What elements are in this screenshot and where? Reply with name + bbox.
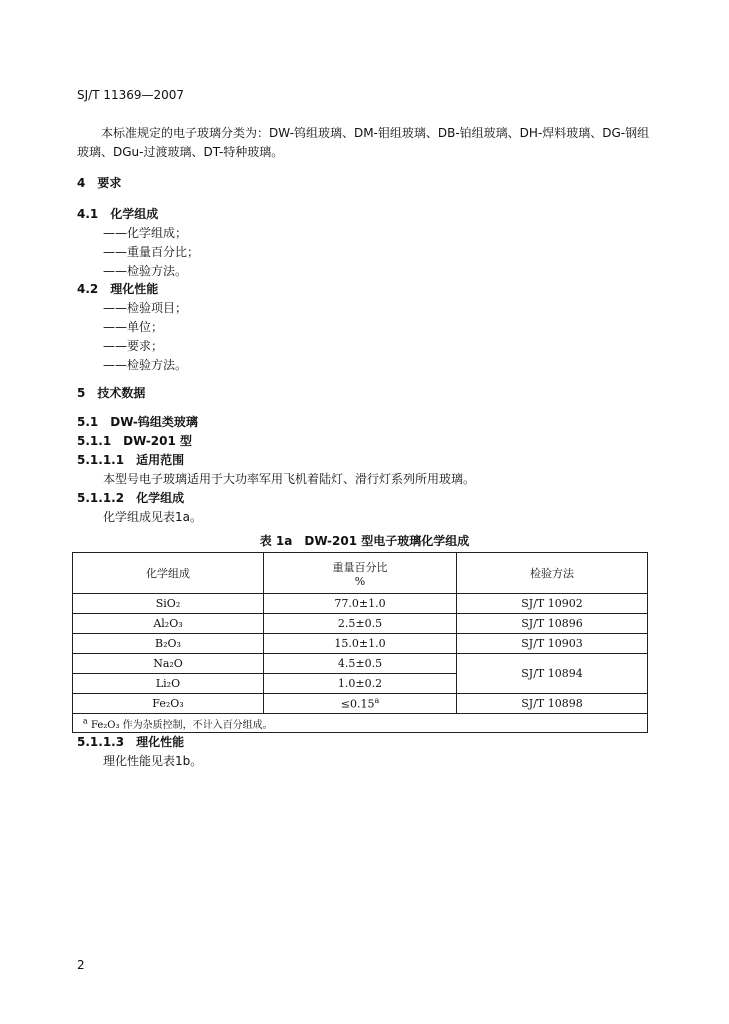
table-row	[73, 654, 648, 674]
list-item: ——检验方法。	[103, 264, 188, 278]
cell-weight-percent: 77.0±1.0	[264, 594, 457, 614]
list-item: ——化学组成；	[103, 226, 188, 240]
section-4-heading: 4 要求	[77, 176, 122, 190]
doc-code: SJ/T 11369—2007	[77, 88, 185, 102]
cell-weight-percent: 15.0±1.0	[264, 634, 457, 654]
cell-test-method-merged: SJ/T 10894	[457, 654, 648, 694]
list-item: ——要求；	[103, 339, 164, 353]
table-row	[73, 694, 648, 714]
list-item: ——单位；	[103, 320, 164, 334]
cell-composition: Na₂O	[73, 654, 264, 674]
section-5-1-1-heading: 5.1.1 DW-201 型	[77, 434, 193, 448]
page-number: 2	[77, 958, 85, 972]
table-header-row	[73, 553, 648, 594]
list-item: ——检验项目；	[103, 301, 188, 315]
section-5-1-heading: 5.1 DW-钨组类玻璃	[77, 415, 198, 429]
section-5-1-1-3-heading: 5.1.1.3 理化性能	[77, 735, 185, 749]
table-row	[73, 634, 648, 654]
list-item: ——重量百分比；	[103, 245, 200, 259]
cell-weight-percent: ≤0.15$^a$	[264, 694, 457, 714]
header-composition: 化学组成	[73, 553, 264, 594]
table-footnote: $^a$ Fe₂O₃ 作为杂质控制，不计入百分组成。	[73, 714, 648, 733]
header-test-method: 检验方法	[457, 553, 648, 594]
list-item: ——检验方法。	[103, 358, 188, 372]
section-5-1-1-3-text: 理化性能见表1b。	[103, 754, 203, 768]
footnote-marker: a	[374, 696, 380, 706]
cell-weight-percent: 1.0±0.2	[264, 674, 457, 694]
section-4-2-heading: 4.2 理化性能	[77, 282, 159, 296]
cell-composition: Al₂O₃	[73, 614, 264, 634]
cell-test-method: SJ/T 10896	[457, 614, 648, 634]
cell-composition: Fe₂O₃	[73, 694, 264, 714]
section-5-heading: 5 技术数据	[77, 386, 146, 400]
cell-test-method: SJ/T 10903	[457, 634, 648, 654]
cell-weight-percent: 4.5±0.5	[264, 654, 457, 674]
cell-composition: B₂O₃	[73, 634, 264, 654]
cell-composition: SiO₂	[73, 594, 264, 614]
cell-weight-percent: 2.5±0.5	[264, 614, 457, 634]
intro-paragraph: 本标准规定的电子玻璃分类为：DW-钨组玻璃、DM-钼组玻璃、DB-铂组玻璃、DH-焊料玻璃、DG-钢组玻璃、DGu-过渡玻璃、DT-特种玻璃。	[77, 126, 650, 159]
header-weight-percent: 重量百分比 %	[264, 553, 457, 594]
chemical-composition-table	[72, 552, 648, 733]
table-footnote-row	[73, 714, 648, 733]
section-5-1-1-2-heading: 5.1.1.2 化学组成	[77, 491, 185, 505]
table-row	[73, 594, 648, 614]
table-row	[73, 614, 648, 634]
table-caption: 表 1a DW-201 型电子玻璃化学组成	[259, 534, 470, 548]
section-5-1-1-1-heading: 5.1.1.1 适用范围	[77, 453, 185, 467]
cell-test-method: SJ/T 10902	[457, 594, 648, 614]
cell-test-method: SJ/T 10898	[457, 694, 648, 714]
section-5-1-1-2-text: 化学组成见表1a。	[103, 510, 202, 524]
section-5-1-1-1-text: 本型号电子玻璃适用于大功率军用飞机着陆灯、滑行灯系列所用玻璃。	[103, 472, 476, 486]
cell-composition: Li₂O	[73, 674, 264, 694]
section-4-1-heading: 4.1 化学组成	[77, 207, 159, 221]
